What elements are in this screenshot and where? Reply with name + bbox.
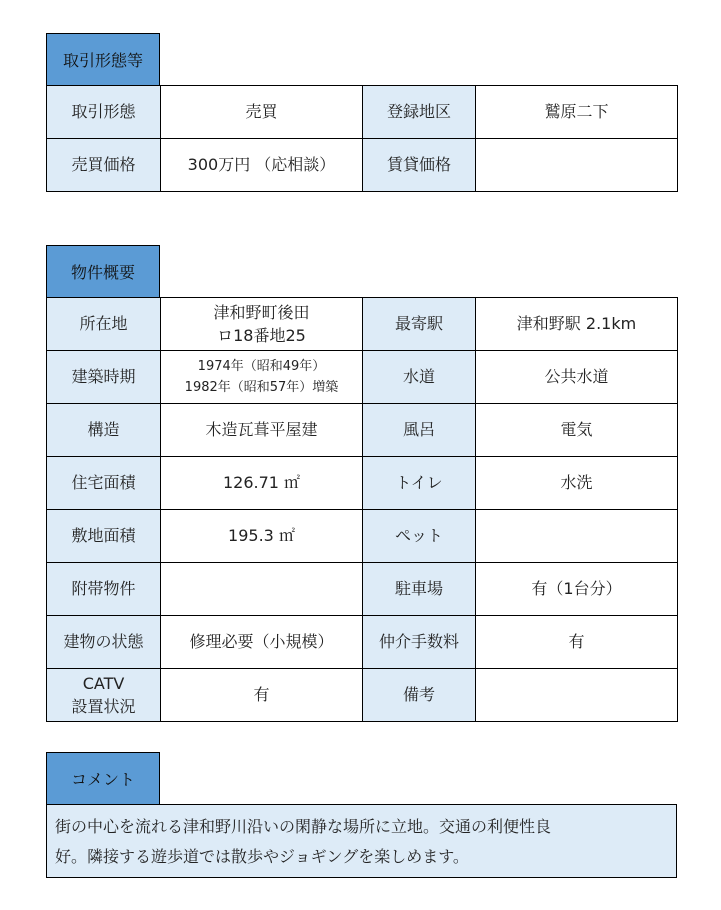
remarks-value [476, 669, 678, 722]
building-condition-value: 修理必要（小規模） [161, 616, 363, 669]
bath-label: 風呂 [363, 404, 476, 457]
comment-line2: 好。隣接する遊歩道では散歩やジョギングを楽しめます。 [55, 846, 469, 866]
registered-area-label: 登録地区 [363, 86, 476, 139]
table-row [47, 86, 678, 139]
sale-price-label: 売買価格 [47, 139, 161, 192]
location-value [161, 298, 363, 351]
built-date-label: 建築時期 [47, 351, 161, 404]
catv-label-line2: 設置状況 [71, 697, 136, 716]
toilet-value: 水洗 [476, 457, 678, 510]
table-row [47, 669, 678, 722]
rent-price-label: 賃貸価格 [363, 139, 476, 192]
pet-value [476, 510, 678, 563]
pet-label: ペット [363, 510, 476, 563]
brokerage-fee-label: 仲介手数料 [363, 616, 476, 669]
table-row [47, 298, 678, 351]
nearest-station-label: 最寄駅 [363, 298, 476, 351]
catv-label-line1: CATV [82, 673, 125, 693]
parking-label: 駐車場 [363, 563, 476, 616]
structure-value: 木造瓦葺平屋建 [161, 404, 363, 457]
parking-value: 有（1台分） [476, 563, 678, 616]
table-row [47, 510, 678, 563]
land-area-value: 195.3 ㎡ [161, 510, 363, 563]
annex-label: 附帯物件 [47, 563, 161, 616]
registered-area-value: 鷲原二下 [476, 86, 678, 139]
table-row [47, 563, 678, 616]
location-line1: 津和野町後田 [213, 302, 310, 322]
structure-label: 構造 [47, 404, 161, 457]
floor-area-value: 126.71 ㎡ [161, 457, 363, 510]
land-area-label: 敷地面積 [47, 510, 161, 563]
catv-label [47, 669, 161, 722]
floor-area-label: 住宅面積 [47, 457, 161, 510]
comment-line1: 街の中心を流れる津和野川沿いの閑静な場所に立地。交通の利便性良 [55, 817, 552, 836]
table-row [47, 457, 678, 510]
property-table [46, 297, 678, 722]
built-date-value [161, 351, 363, 404]
nearest-station-value: 津和野駅 2.1km [476, 298, 678, 351]
water-label: 水道 [363, 351, 476, 404]
table-row [47, 616, 678, 669]
transaction-type-value: 売買 [161, 86, 363, 139]
section-title-property: 物件概要 [46, 245, 160, 298]
bath-value: 電気 [476, 404, 678, 457]
location-label: 所在地 [47, 298, 161, 351]
transaction-table [46, 85, 678, 192]
toilet-label: トイレ [363, 457, 476, 510]
built-date-line1: 1974年（昭和49年） [197, 358, 326, 374]
brokerage-fee-value: 有 [476, 616, 678, 669]
rent-price-value [476, 139, 678, 192]
annex-value [161, 563, 363, 616]
location-line2: ロ18番地25 [217, 326, 306, 345]
table-row [47, 404, 678, 457]
catv-value: 有 [161, 669, 363, 722]
remarks-label: 備考 [363, 669, 476, 722]
section-title-transaction: 取引形態等 [46, 33, 160, 86]
comment-box [46, 804, 677, 878]
building-condition-label: 建物の状態 [47, 616, 161, 669]
table-row [47, 351, 678, 404]
table-row [47, 139, 678, 192]
water-value: 公共水道 [476, 351, 678, 404]
transaction-type-label: 取引形態 [47, 86, 161, 139]
built-date-line2: 1982年（昭和57年）増築 [184, 380, 339, 395]
section-title-comment: コメント [46, 752, 160, 805]
sale-price-value: 300万円 （応相談） [161, 139, 363, 192]
